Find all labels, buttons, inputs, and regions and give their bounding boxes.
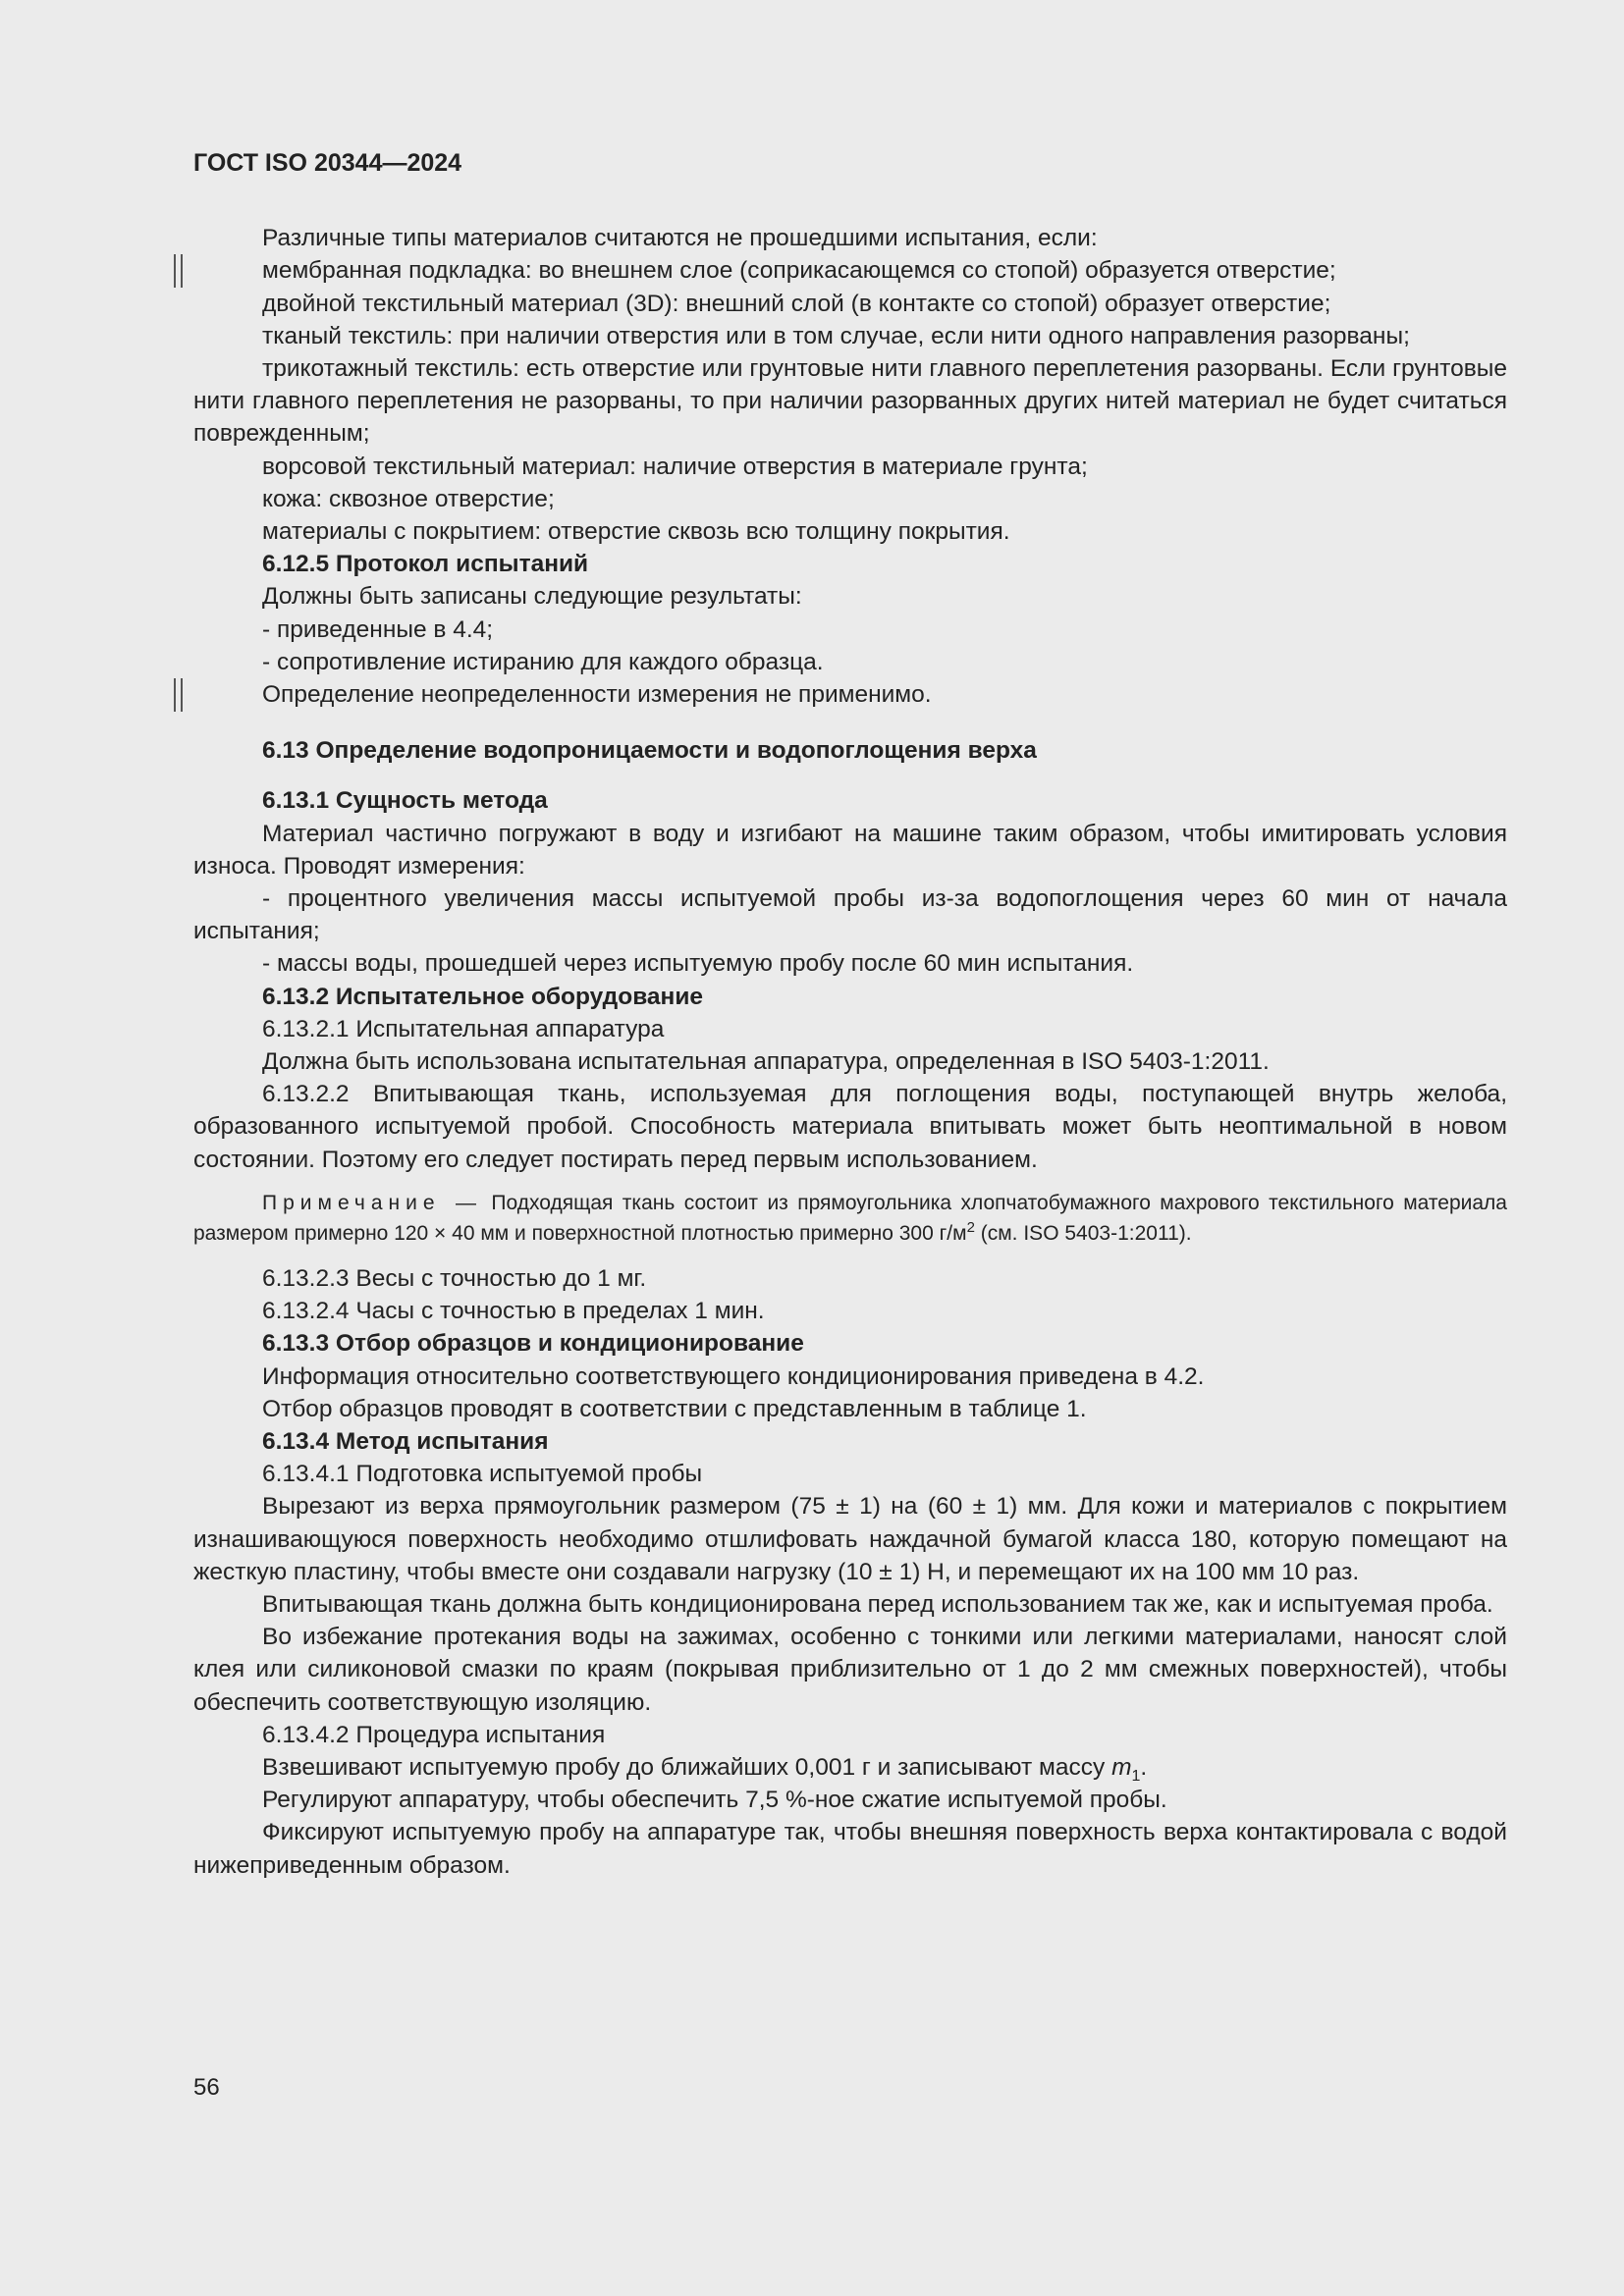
paragraph: Различные типы материалов считаются не прошедшими испытания, если: <box>262 225 1098 252</box>
paragraph: Материал частично погружают в воду и изгибают на машине таким образом, чтобы имитировать условия износа. Проводят измерения: <box>193 820 1507 880</box>
list-item: - приведенные в 4.4; <box>262 615 494 643</box>
paragraph: 6.13.2.2 Впитывающая ткань, используемая для поглощения воды, поступающей внутрь желоба, образованного испытуемой пробой. Способность материала впитывать может быть неоптимальной в новом состоянии. Поэтому его следует постирать перед первым использованием. <box>193 1081 1507 1173</box>
paragraph: ворсовой текстильный материал: наличие отверстия в материале грунта; <box>262 453 1088 480</box>
paragraph: 6.13.2.3 Весы с точностью до 1 мг. <box>262 1264 647 1292</box>
section-heading: 6.13 Определение водопроницаемости и водопоглощения верха <box>262 737 1037 765</box>
paragraph: Информация относительно соответствующего кондиционирования приведена в 4.2. <box>262 1362 1205 1390</box>
paragraph: Впитывающая ткань должна быть кондиционирована перед использованием так же, как и испытуемая проба. <box>262 1590 1493 1618</box>
note-end: (см. ISO 5403-1:2011). <box>980 1221 1192 1245</box>
change-bar <box>174 254 183 288</box>
paragraph: 6.13.4.2 Процедура испытания <box>262 1721 606 1748</box>
paragraph: Регулируют аппаратуру, чтобы обеспечить 7,5 %-ное сжатие испытуемой пробы. <box>262 1787 1167 1814</box>
paragraph: Определение неопределенности измерения не применимо. <box>193 678 1507 711</box>
paragraph: кожа: сквозное отверстие; <box>262 485 555 512</box>
note <box>193 1188 1507 1249</box>
page-body <box>193 147 1507 1882</box>
paragraph: 6.13.4.1 Подготовка испытуемой пробы <box>262 1461 703 1488</box>
document-header: ГОСТ ISO 20344—2024 <box>193 149 462 177</box>
paragraph: двойной текстильный материал (3D): внешний слой (в контакте со стопой) образует отверстие; <box>262 290 1331 317</box>
section-heading: 6.12.5 Протокол испытаний <box>262 551 589 578</box>
list-item: - массы воды, прошедшей через испытуемую пробу после 60 мин испытания. <box>262 950 1134 978</box>
section-heading: 6.13.3 Отбор образцов и кондиционирование <box>262 1330 804 1358</box>
paragraph: Взвешивают испытуемую пробу до ближайших 0,001 г и записывают массу $m_1$. <box>262 1753 1148 1785</box>
paragraph: Во избежание протекания воды на зажимах, особенно с тонкими или легкими материалами, наносят слой клея или силиконовой смазки по краям (покрывая приблизительно от 1 до 2 мм смежных поверхностей), чтобы обеспечить соответствующую изоляцию. <box>193 1624 1507 1716</box>
change-bar <box>174 678 183 712</box>
paragraph: мембранная подкладка: во внешнем слое (соприкасающемся со стопой) образуется отверстие; <box>193 254 1507 287</box>
section-heading: 6.13.4 Метод испытания <box>262 1427 549 1455</box>
paragraph: Должны быть записаны следующие результаты: <box>262 583 802 611</box>
paragraph: Вырезают из верха прямоугольник размером (75 ± 1) на (60 ± 1) мм. Для кожи и материалов с покрытием изнашивающуюся поверхность необходимо отшлифовать наждачной бумагой класса 180, которую помещают на жесткую пластину, чтобы вместе они создавали нагрузку (10 ± 1) Н, и перемещают их на 100 мм 10 раз. <box>193 1493 1507 1585</box>
section-heading: 6.13.2 Испытательное оборудование <box>262 983 704 1010</box>
note-label: Примечание — <box>262 1191 482 1214</box>
note-text: Подходящая ткань состоит из прямоугольника хлопчатобумажного махрового текстильного материала размером примерно 120 × 40 мм и поверхностной плотностью примерно 300 г/м <box>193 1191 1507 1245</box>
paragraph: Должна быть использована испытательная аппаратура, определенная в ISO 5403-1:2011. <box>262 1048 1270 1076</box>
paragraph: материалы с покрытием: отверстие сквозь всю толщину покрытия. <box>262 518 1010 546</box>
paragraph: 6.13.2.4 Часы с точностью в пределах 1 мин. <box>262 1298 765 1325</box>
list-item: - сопротивление истиранию для каждого образца. <box>262 648 824 675</box>
page-number: 56 <box>193 2074 220 2101</box>
paragraph: Фиксируют испытуемую пробу на аппаратуре так, чтобы внешняя поверхность верха контактировала с водой нижеприведенным образом. <box>193 1819 1507 1879</box>
section-heading: 6.13.1 Сущность метода <box>262 787 548 815</box>
paragraph: тканый текстиль: при наличии отверстия или в том случае, если нити одного направления разорваны; <box>262 322 1410 349</box>
list-item: - процентного увеличения массы испытуемой пробы из-за водопоглощения через 60 мин от начала испытания; <box>193 885 1507 945</box>
note-superscript: 2 <box>966 1218 975 1236</box>
paragraph: трикотажный текстиль: есть отверстие или грунтовые нити главного переплетения разорваны. Если грунтовые нити главного переплетения не разорваны, то при наличии разорванных других нитей материал не будет считаться поврежденным; <box>193 355 1507 448</box>
paragraph: 6.13.2.1 Испытательная аппаратура <box>262 1015 665 1042</box>
paragraph: Отбор образцов проводят в соответствии с представленным в таблице 1. <box>262 1395 1087 1422</box>
